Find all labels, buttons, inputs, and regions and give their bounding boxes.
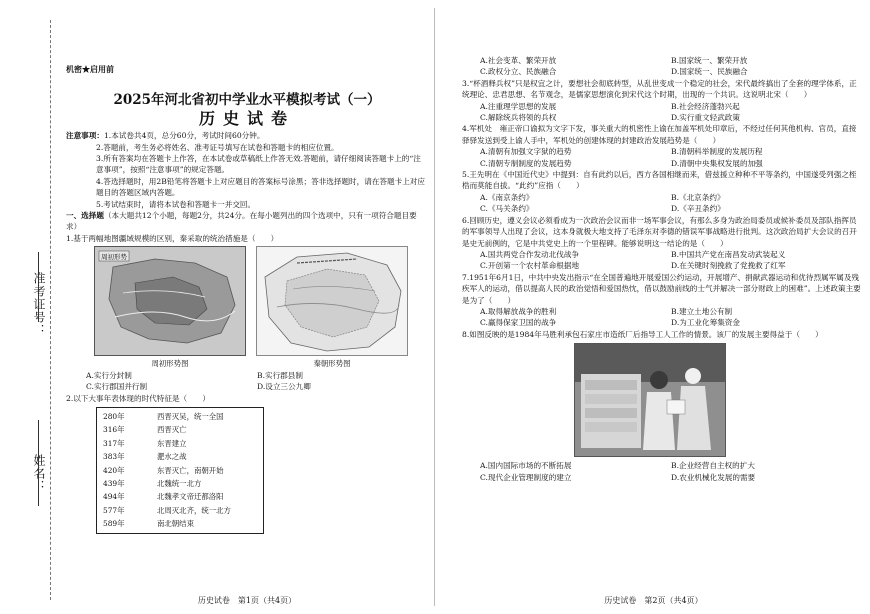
timeline-row: 316年 西晋灭亡 [103, 425, 187, 435]
qin-map-image [256, 246, 408, 356]
option-d: D.《辛丑条约》 [671, 204, 725, 214]
timeline-row: 577年 北周灭北齐，统一北方 [103, 505, 231, 515]
option-b: B.国家统一、繁荣开放 [671, 56, 748, 65]
option-c: C.现代企业管理制度的建立 [480, 472, 572, 482]
page-1-content [66, 64, 428, 536]
option-a: A.国共两党合作发动北伐战争 [480, 249, 580, 259]
notice-3: 3.所有答案均在答题卡上作答，在本试卷或草稿纸上作答无效.答题前，请仔细阅读答题卡上的“注意事项”，按照“注意事项”的规定答题。 [96, 154, 421, 175]
exam-page-1 [0, 0, 434, 614]
question-1-options [66, 370, 428, 393]
section-1-header: 一、选择题（本大题共12个小题，每题2分，共24分。在每小题列出的四个选项中，只有一项符合题目要求） [66, 211, 417, 232]
notice-heading: 注意事项： [66, 131, 104, 141]
question-1-figures [66, 246, 428, 369]
page-2-footer: 历史试卷 第2页（共4页） [604, 596, 703, 605]
qin-map-figure [256, 246, 408, 369]
notice-5: 5.考试结束时，请将本试卷和答题卡一并交回。 [96, 199, 256, 209]
zhou-map-caption: 周初形势图 [151, 359, 189, 369]
notice-2: 2.答题前，考生务必将姓名、准考证号填写在试卷和答题卡的相应位置。 [96, 142, 339, 152]
option-d: D.在关键时刻挽救了党挽救了红军 [671, 261, 786, 271]
timeline-row: 494年 北魏孝文帝迁都洛阳 [103, 492, 224, 502]
timeline-row: 317年 东晋建立 [103, 438, 187, 448]
option-d: D.实行重文轻武政策 [671, 113, 740, 123]
option-a: A.《南京条约》 [480, 192, 534, 202]
option-c: C.开创第一个农村革命根据地 [480, 261, 580, 271]
zhou-map-figure [94, 246, 246, 369]
confidential-mark: 机密★启用前 [66, 64, 114, 74]
timeline-row: 589年 南北朝结束 [103, 519, 194, 529]
option-b: B.《北京条约》 [671, 192, 725, 202]
option-c: C.政权分立、民族融合 [480, 67, 557, 77]
question-6-options [462, 249, 862, 272]
factory-photo [574, 343, 726, 457]
option-d: D.清朝中央集权发展的加强 [671, 158, 763, 168]
name-line [38, 420, 39, 506]
option-a: A.实行分封制 [86, 370, 132, 380]
option-b: B.建立土地公有制 [671, 306, 733, 316]
option-b: B.实行郡县制 [257, 370, 303, 380]
cut-line [50, 20, 51, 600]
timeline-row: 280年 西晋灭吴，统一全国 [103, 411, 224, 421]
question-8: 8.如图反映的是1984年马胜利承包石家庄市造纸厂后指导工人工作的情景。该厂的发展主要得益于（ ） [462, 329, 823, 339]
question-2: 2.以下大事年表体现的时代特征是（ ） [66, 393, 210, 403]
option-d: D.设立三公九卿 [257, 382, 311, 392]
option-a: A.国内国际市场的不断拓展 [480, 461, 572, 471]
binding-margin [3, 0, 51, 614]
subject-title: 历史试卷 [198, 108, 295, 128]
zhou-map-image [94, 246, 246, 356]
question-1: 1.基于两幅地图疆域规模的区别，秦采取的统治措施是（ ） [66, 233, 279, 243]
question-8-options [462, 460, 862, 483]
question-4-options [462, 146, 862, 169]
question-7-options [462, 306, 862, 329]
question-5-options [462, 192, 862, 215]
option-b: B.社会经济蓬勃兴起 [671, 101, 740, 111]
option-a: A.社会变革、繁荣开放 [480, 56, 557, 65]
page-1-footer: 历史试卷 第1页（共4页） [197, 596, 297, 605]
question-6: 6.回顾历史，遵义会议必须看成为一次政治会议而非一场军事会议，有那么多身为政治局委员或候补委员及部队指挥员的军事领导人出现了会议，这本身就极大地支持了毛泽东对李德的错误军事战略进行批判。这次政治局扩大会议的召开是史无前例的，它是中共党史上的一个里程碑。能够说明这一结论的是（ ） [462, 215, 857, 248]
option-c: C.《马关条约》 [480, 204, 534, 214]
option-d: D.国家统一、民族融合 [671, 67, 748, 77]
option-c: C.清朝专制制度的发展趋势 [480, 158, 572, 168]
timeline-row: 383年 淝水之战 [103, 452, 187, 462]
option-c: C.赢得保家卫国的战争 [480, 318, 557, 328]
option-b: B.企业经营自主权的扩大 [671, 461, 755, 471]
timeline-row: 439年 北魏统一北方 [103, 478, 202, 488]
page-divider [434, 8, 435, 606]
question-4: 4.军机处 雍正帝口谕拟为文字下发，事关重大的机密性上谕在加盖军机处印章后，不经过任何其他机构、官员，直接驿驿发送到受上谕人手中，军机处的创建体现的封建政治发展趋势是（ ） [462, 124, 857, 145]
event-timeline [96, 407, 264, 534]
exam-page-2 [437, 0, 870, 614]
question-5: 5.王先明在《中国近代史》中提到：自有此约以后，西方各国相继而来，借兹援立种种不平等条约，中国遂受列强之桎梏而莫能自拔。“此约”应指（ ） [462, 170, 857, 191]
question-3: 3.“杯酒释兵权”只是权宜之计，要想社会彻底转型，从乱世变成一个稳定的社会，宋代最终搞出了全套的理学体系，正统理论、忠君思想、名节观念，是儒家思想演化到宋代这个时期，出现的一个共识。这说明北宋（ ） [462, 78, 857, 100]
option-a: A.清朝有加强文字狱的趋势 [480, 147, 572, 157]
option-b: B.清朝科举制度的发展历程 [671, 147, 763, 157]
option-d: D.为工业化筹集资金 [671, 318, 740, 328]
qin-map-caption: 秦朝形势图 [313, 359, 351, 369]
question-3-options [462, 101, 862, 124]
candidate-number-label: 准考证号： [32, 272, 46, 337]
notice-1: 注意事项：1.本试卷共4页，总分60分，考试时间60分钟。 [66, 131, 265, 141]
option-c: C.解除统兵将领的兵权 [480, 113, 557, 123]
zhou-map-title: 周初形势 [101, 253, 127, 262]
exam-title: 2025年河北省初中学业水平模拟考试（一） [113, 92, 381, 109]
candidate-number-line [38, 252, 39, 322]
option-a: A.注重理学思想的发展 [480, 101, 557, 111]
name-label: 姓名： [32, 454, 46, 493]
option-a: A.取得解放战争的胜利 [480, 306, 557, 316]
question-7: 7.1951年6月1日，中共中央发出指示“在全国普遍地开展爱国公约运动，开展增产、捐献武器运动和优待烈属军属及残疾军人的运动，借以提高人民的政治觉悟和爱国热忱，借以鼓励前线的士气并解决一部分财政上的困难”。上述政策主要是为了（ ） [462, 272, 861, 305]
page-2-content [462, 55, 862, 483]
option-b: B.中国共产党在南昌发动武装起义 [671, 249, 786, 259]
option-d: D.农业机械化发展的需要 [671, 472, 756, 482]
question-2-options [462, 55, 862, 78]
timeline-row: 420年 东晋灭亡，南朝开始 [103, 465, 224, 475]
option-c: C.实行郡国并行制 [86, 382, 148, 392]
notice-4: 4.答选择题时，用2B铅笔将答题卡上对应题目的答案标号涂黑；答非选择题时，请在答题卡上对应题目的答题区域内答题。 [96, 176, 425, 198]
